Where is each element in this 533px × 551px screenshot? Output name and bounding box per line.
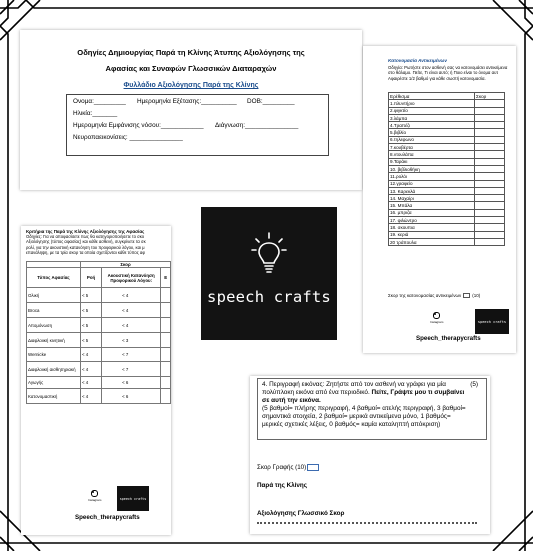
question-points: (5) — [470, 381, 478, 388]
criteria-fluency-cell: < 5 — [81, 288, 102, 303]
naming-row — [389, 195, 505, 202]
criteria-repetition-cell — [161, 303, 171, 318]
naming-item: 9.Ταράκι — [389, 158, 475, 165]
naming-item: 19. κεριά — [389, 231, 475, 238]
naming-item: 1.πλυντήριο — [389, 100, 475, 107]
criteria-table — [26, 261, 171, 404]
criteria-fluency-cell: < 5 — [81, 303, 102, 318]
naming-item: 4.Τραπέζι — [389, 122, 475, 129]
dob-field: DOB:_________ — [247, 98, 295, 105]
criteria-instruction-line: ρολί, για την ακουστική κατανόηση του προφορικού λόγου, και μ — [26, 244, 145, 250]
naming-row — [389, 224, 505, 231]
naming-score-line — [388, 293, 480, 298]
naming-score-cell[interactable] — [475, 107, 505, 114]
naming-score-cell[interactable] — [475, 217, 505, 224]
criteria-row — [27, 377, 171, 389]
naming-score-box[interactable] — [463, 293, 470, 298]
cutoff-text-line — [257, 522, 477, 525]
criteria-fluency-cell: < 5 — [81, 318, 102, 333]
naming-row — [389, 173, 505, 180]
criteria-comprehension-cell: < 6 — [102, 389, 161, 404]
naming-item: 2.φιγκτίο — [389, 107, 475, 114]
naming-score-cell[interactable] — [475, 114, 505, 121]
criteria-type-cell: Wernicke — [27, 348, 81, 362]
naming-col-score: Σκορ — [475, 93, 505, 100]
criteria-row — [27, 389, 171, 404]
criteria-row — [27, 362, 171, 377]
name-field: Ονομα:_________ — [73, 98, 126, 105]
naming-header-row — [389, 93, 505, 100]
criteria-instruction-line: Οδηγίες: Για να αποφασίσετε πως θα κατηγοριοποιήσετε το σκο — [26, 234, 145, 239]
criteria-row — [27, 318, 171, 333]
criteria-comprehension-cell: < 4 — [102, 288, 161, 303]
intro-title-line1: Οδηγίες Δημιουργίας Παρά τη Κλίνης Άτυπης Αξιολόγησης της — [77, 48, 305, 57]
criteria-repetition-cell — [161, 288, 171, 303]
criteria-row — [27, 348, 171, 362]
criteria-type-cell: Κατονομαστική — [27, 389, 81, 404]
naming-score-cell[interactable] — [475, 202, 505, 209]
naming-row — [389, 209, 505, 216]
criteria-col-repetition: Ε — [161, 268, 171, 288]
naming-score-cell[interactable] — [475, 231, 505, 238]
naming-score-cell[interactable] — [475, 100, 505, 107]
brand-card — [73, 484, 171, 524]
criteria-repetition-cell — [161, 318, 171, 333]
brand-handle: Speech_therapycrafts — [416, 335, 481, 342]
naming-score-cell[interactable] — [475, 122, 505, 129]
question-text: 4. Περιγραφή εικόνας: Ζητήστε από τον ασθενή να γράφει για μία πολύπλοκη εικόνα από ένα περιοδικό. — [262, 381, 446, 396]
naming-score-cell[interactable] — [475, 224, 505, 231]
criteria-header-score: Σκορ — [81, 262, 171, 268]
criteria-col-type: Τύπος Αφασίας — [27, 268, 81, 288]
criteria-comprehension-cell: < 3 — [102, 333, 161, 348]
naming-row — [389, 158, 505, 165]
naming-row — [389, 129, 505, 136]
diagnosis-field: Διάγνωση:_______________ — [215, 122, 299, 129]
criteria-fluency-cell: < 5 — [81, 333, 102, 348]
speech-crafts-logo — [201, 207, 337, 340]
criteria-fluency-cell: < 4 — [81, 362, 102, 377]
naming-score-cell[interactable] — [475, 158, 505, 165]
criteria-header-row — [27, 268, 171, 288]
eval-date-field: Ημερομηνία Εξέτασης:__________ — [137, 98, 237, 105]
naming-item: 16. μπριζα — [389, 209, 475, 216]
naming-item: 5.βιβλίο — [389, 129, 475, 136]
naming-item: 7.κουβέρτα — [389, 144, 475, 151]
instagram-badge — [88, 490, 101, 502]
naming-item: 14. Μαχαίρι — [389, 195, 475, 202]
naming-item: 3.λάμπα — [389, 114, 475, 121]
naming-score-max: (10) — [472, 293, 481, 298]
criteria-repetition-cell — [161, 389, 171, 404]
criteria-instruction-line: Αξιολόγησης (τύπος αφασίας) και κάθε ασθενή, συγκρίνετε τα σκ — [26, 239, 146, 245]
criteria-repetition-cell — [161, 377, 171, 389]
criteria-instruction-line: επανάληψη, με τα τρία σκορ τα οποία σχετίζονται κάθε τύπος αφ — [26, 250, 146, 256]
brand-handle: Speech_therapycrafts — [75, 514, 140, 521]
naming-score-cell[interactable] — [475, 144, 505, 151]
criteria-col-fluency: Ροή — [81, 268, 102, 288]
naming-item: 18. σκουπια — [389, 224, 475, 231]
criteria-repetition-cell — [161, 348, 171, 362]
scoring-text: (5 βαθμοί= πλήρης περιγραφή, 4 βαθμοί= ατελής περιγραφή, 3 βαθμοί= σημαντικά στοιχεία, 2 βαθμοί= μερικά αντικείμενα μόνο, 1 βαθμός= μερικές σχετικές λέξεις, 0 βαθμός= καμία καταληπτή απόκριση) — [262, 405, 466, 428]
instagram-badge — [430, 312, 443, 324]
naming-row — [389, 217, 505, 224]
naming-item: 11.ρολόι — [389, 173, 475, 180]
criteria-fluency-cell: < 4 — [81, 348, 102, 362]
neuro-field: Νευροπαεικονίσεις: _______________ — [73, 134, 183, 141]
criteria-row — [27, 333, 171, 348]
criteria-fluency-cell: < 4 — [81, 377, 102, 389]
naming-item: 8.ντουλάπα — [389, 151, 475, 158]
bedside-heading: Παρά της Κλίνης — [257, 482, 308, 489]
naming-row — [389, 136, 505, 143]
criteria-type-cell: Διαφλοιική κινητική — [27, 333, 81, 348]
brand-tile-text: speech crafts — [477, 319, 507, 324]
naming-row — [389, 231, 505, 238]
writing-task-page — [250, 376, 490, 534]
naming-item: 15. Μπάλα — [389, 202, 475, 209]
naming-item: 17. φιλώντρο — [389, 217, 475, 224]
naming-score-cell[interactable] — [475, 129, 505, 136]
criteria-row — [27, 288, 171, 303]
criteria-type-cell: Ολική — [27, 288, 81, 303]
instagram-label: Instagram — [430, 320, 444, 324]
naming-row — [389, 114, 505, 121]
naming-item: 13. Καρεκλά — [389, 187, 475, 194]
naming-row — [389, 238, 505, 245]
criteria-title: Κριτήρια της Παρά της Κλίνης Αξιολόγησης της Αφασίας — [26, 229, 145, 234]
writing-score-label: Σκορ Γραφής (10) — [257, 464, 307, 472]
instagram-icon — [433, 312, 440, 319]
criteria-type-cell: Διαφλοιική αισθητηριακή — [27, 362, 81, 377]
language-score-heading: Αξιολόγησης Γλωσσικό Σκορ — [257, 510, 345, 517]
brand-tile — [475, 309, 509, 334]
naming-row — [389, 202, 505, 209]
criteria-type-cell: Απομόνωση — [27, 318, 81, 333]
intro-subtitle: Φυλλάδιο Αξιολόγησης Παρά της Κλίνης — [123, 82, 259, 89]
instagram-icon — [91, 490, 98, 497]
criteria-fluency-cell: < 4 — [81, 389, 102, 404]
brand-card — [415, 308, 515, 346]
center-brand-text: speech crafts — [207, 288, 331, 306]
naming-row — [389, 107, 505, 114]
naming-col-item: Ερέθισμα — [389, 93, 475, 100]
naming-score-cell[interactable] — [475, 180, 505, 187]
criteria-col-comprehension: Ακουστική Κατανόηση Προφορικού Λόγου: — [102, 268, 161, 288]
naming-score-label: Σκορ της κατονομασίας αντικειμένων — [388, 293, 462, 298]
naming-score-cell[interactable] — [475, 238, 505, 245]
picture-description-box — [257, 378, 487, 440]
criteria-comprehension-cell: < 4 — [102, 318, 161, 333]
naming-score-cell[interactable] — [475, 165, 505, 172]
naming-item: 20 τράπουλα — [389, 238, 475, 245]
criteria-type-cell: Αγωγής — [27, 377, 81, 389]
naming-score-cell[interactable] — [475, 173, 505, 180]
object-naming-page — [363, 46, 516, 353]
naming-score-cell[interactable] — [475, 195, 505, 202]
aphasia-criteria-page — [21, 226, 171, 535]
criteria-comprehension-cell: < 7 — [102, 348, 161, 362]
naming-title: Κατονομασία Αντικειμένων — [388, 58, 447, 63]
assessment-intro-page — [20, 30, 362, 190]
naming-score-cell[interactable] — [475, 151, 505, 158]
naming-row — [389, 151, 505, 158]
naming-row — [389, 100, 505, 107]
naming-item: 6.τηλεφωνο — [389, 136, 475, 143]
naming-score-cell[interactable] — [475, 209, 505, 216]
naming-row — [389, 165, 505, 172]
naming-instruction: Οδηγία: Ρωτήστε στον ασθενή σας να κατονομάσει αντικείμενα στο θάλαμο. Πείτε, Τι είναι αυτό; ή Ποιο είναι το όνομα αυτ Αφαιρέστε 1/2 βαθμό για κάθε σωστή κατονομασία. — [388, 65, 508, 81]
criteria-repetition-cell — [161, 333, 171, 348]
lightbulb-icon — [251, 231, 287, 277]
naming-table — [388, 92, 505, 246]
patient-info-box — [66, 94, 329, 156]
naming-row — [389, 144, 505, 151]
criteria-comprehension-cell: < 4 — [102, 303, 161, 318]
writing-score-line — [257, 464, 319, 471]
naming-row — [389, 180, 505, 187]
naming-item: 10. βιβλιοθήκη — [389, 165, 475, 172]
brand-tile-text: speech crafts — [119, 496, 147, 501]
criteria-type-cell: Broca — [27, 303, 81, 318]
question-prompt: Πείτε, Γράψτε μου τι συμβαίνει σε αυτή την εικόνα. — [262, 389, 465, 404]
criteria-comprehension-cell: < 6 — [102, 377, 161, 389]
naming-row — [389, 187, 505, 194]
criteria-comprehension-cell: < 7 — [102, 362, 161, 377]
criteria-row — [27, 303, 171, 318]
writing-score-box[interactable] — [307, 464, 319, 471]
picture-description-text — [262, 381, 467, 429]
criteria-repetition-cell — [161, 362, 171, 377]
criteria-instruction — [26, 234, 171, 256]
naming-item: 12.γραφείο — [389, 180, 475, 187]
instagram-label: Instagram — [88, 498, 102, 502]
brand-tile — [117, 486, 149, 511]
intro-title-line2: Αφασίας και Συναφών Γλωσσικών Διαταραχών — [105, 64, 277, 73]
naming-row — [389, 122, 505, 129]
age-field: Ηλικία:_______ — [73, 110, 118, 117]
naming-score-cell[interactable] — [475, 136, 505, 143]
naming-score-cell[interactable] — [475, 187, 505, 194]
onset-field: Ημερομηνία Εμφάνισης νόσου:____________ — [73, 122, 204, 129]
